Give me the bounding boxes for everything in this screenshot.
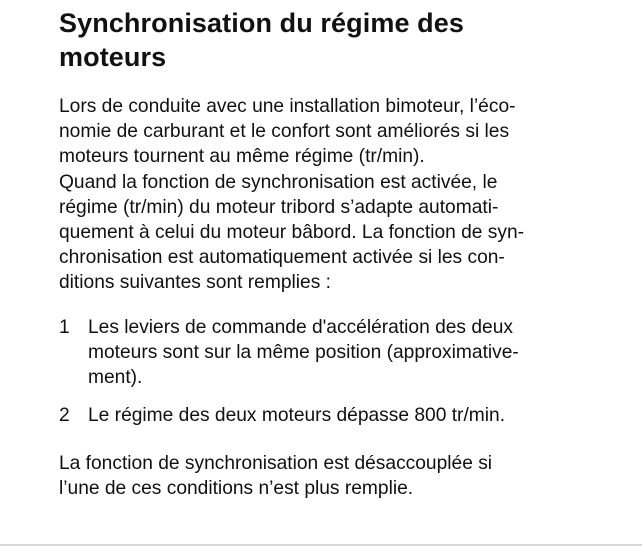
- intro-line: Quand la fonction de synchronisation est activée, le: [59, 171, 498, 193]
- intro-line: quement à celui du moteur bâbord. La fonction de syn-: [59, 222, 525, 244]
- intro-line: ditions suivantes sont remplies :: [59, 272, 331, 294]
- heading-line-1: Synchronisation du régime des: [59, 8, 464, 38]
- condition-item-2: [59, 403, 629, 428]
- condition-item-1: [59, 315, 629, 391]
- condition-line: Les leviers de commande d'accélération des deux: [88, 317, 513, 338]
- intro-line: chronisation est automatiquement activée si les con-: [59, 247, 505, 269]
- intro-line: moteurs tournent au même régime (tr/min).: [59, 146, 425, 168]
- heading-line-2: moteurs: [59, 42, 167, 72]
- condition-line: ment).: [88, 367, 143, 389]
- conditions-list: [59, 315, 629, 428]
- closing-paragraph: [59, 451, 619, 501]
- closing-line: La fonction de synchronisation est désaccouplée si: [59, 453, 493, 474]
- condition-line: Le régime des deux moteurs dépasse 800 tr/min.: [88, 404, 506, 426]
- section-heading: [59, 6, 619, 74]
- condition-line: moteurs sont sur la même position (approximative-: [88, 342, 519, 364]
- condition-number: 2: [59, 404, 70, 426]
- closing-line: l’une de ces conditions n’est plus remplie.: [59, 478, 414, 500]
- condition-number: 1: [59, 317, 70, 338]
- intro-line: nomie de carburant et le confort sont améliorés si les: [59, 121, 510, 143]
- intro-paragraph: [59, 94, 619, 296]
- intro-line: Lors de conduite avec une installation bimoteur, l’éco-: [59, 96, 516, 117]
- intro-line: régime (tr/min) du moteur tribord s’adapte automati-: [59, 196, 499, 218]
